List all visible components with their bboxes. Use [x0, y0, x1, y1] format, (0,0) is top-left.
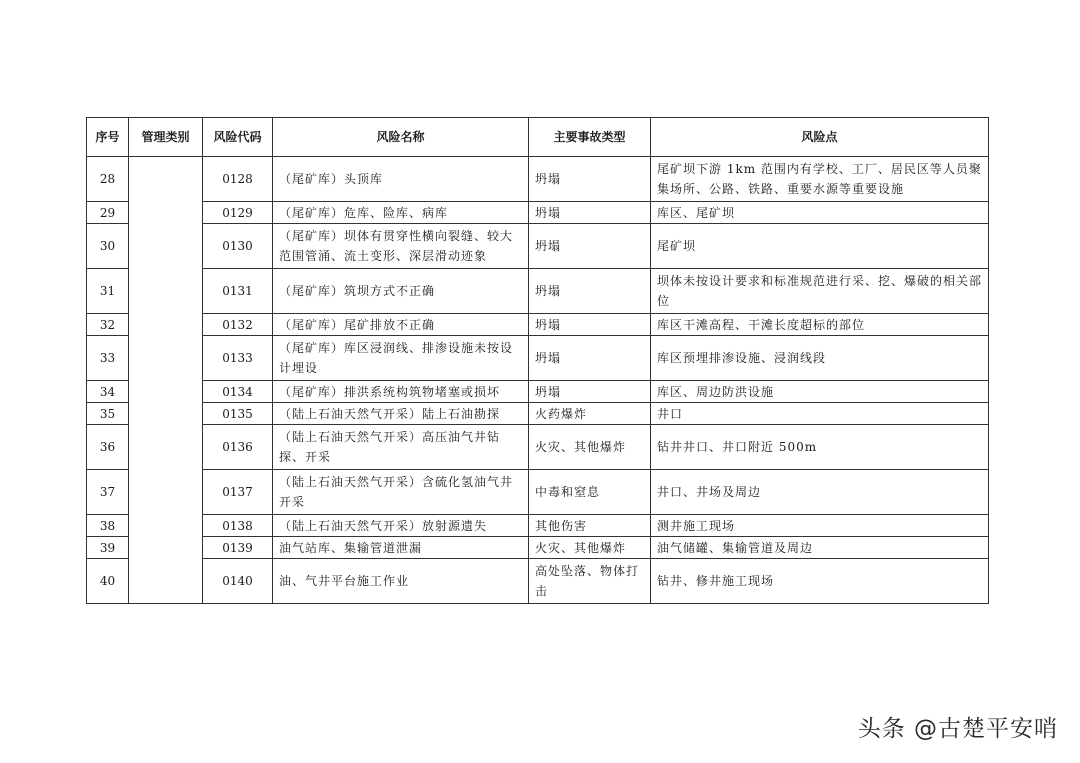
cell-no: 36 — [87, 425, 129, 470]
cell-no: 28 — [87, 157, 129, 202]
table-row — [87, 381, 989, 403]
cell-no: 38 — [87, 515, 129, 537]
header-code: 风险代码 — [203, 118, 273, 157]
header-risk-name: 风险名称 — [273, 118, 529, 157]
cell-risk-name: （尾矿库）库区浸润线、排渗设施未按设计埋设 — [273, 336, 529, 381]
cell-accident-type: 坍塌 — [529, 381, 651, 403]
cell-no: 30 — [87, 224, 129, 269]
cell-accident-type: 坍塌 — [529, 157, 651, 202]
cell-code: 0132 — [203, 314, 273, 336]
cell-no: 32 — [87, 314, 129, 336]
cell-risk-name: （尾矿库）危库、险库、病库 — [273, 202, 529, 224]
cell-accident-type: 坍塌 — [529, 202, 651, 224]
table-row — [87, 470, 989, 515]
cell-code: 0136 — [203, 425, 273, 470]
table-row — [87, 314, 989, 336]
cell-risk-name: （尾矿库）排洪系统构筑物堵塞或损坏 — [273, 381, 529, 403]
watermark-text: 头条 @古楚平安哨 — [857, 716, 1058, 742]
risk-table — [86, 117, 989, 604]
cell-accident-type: 坍塌 — [529, 314, 651, 336]
header-accident-type: 主要事故类型 — [529, 118, 651, 157]
cell-risk-name: （陆上石油天然气开采）陆上石油勘探 — [273, 403, 529, 425]
cell-accident-type: 火灾、其他爆炸 — [529, 425, 651, 470]
header-risk-point: 风险点 — [651, 118, 989, 157]
cell-risk-point: 库区、周边防洪设施 — [651, 381, 989, 403]
cell-risk-point: 尾矿坝下游 1km 范围内有学校、工厂、居民区等人员聚集场所、公路、铁路、重要水源等重要设施 — [651, 157, 989, 202]
cell-accident-type: 中毒和窒息 — [529, 470, 651, 515]
cell-risk-point: 钻井、修井施工现场 — [651, 559, 989, 604]
cell-accident-type: 其他伤害 — [529, 515, 651, 537]
cell-risk-point: 测井施工现场 — [651, 515, 989, 537]
table-row — [87, 336, 989, 381]
cell-risk-name: （尾矿库）坝体有贯穿性横向裂缝、较大范围管涌、流土变形、深层滑动迹象 — [273, 224, 529, 269]
table-row — [87, 403, 989, 425]
cell-accident-type: 坍塌 — [529, 224, 651, 269]
cell-accident-type: 火药爆炸 — [529, 403, 651, 425]
cell-no: 34 — [87, 381, 129, 403]
cell-code: 0139 — [203, 537, 273, 559]
cell-risk-name: （尾矿库）筑坝方式不正确 — [273, 269, 529, 314]
table-row — [87, 559, 989, 604]
cell-no: 33 — [87, 336, 129, 381]
cell-category-merged — [129, 157, 203, 604]
cell-risk-name: （尾矿库）头顶库 — [273, 157, 529, 202]
cell-risk-point: 油气储罐、集输管道及周边 — [651, 537, 989, 559]
cell-accident-type: 高处坠落、物体打击 — [529, 559, 651, 604]
header-category: 管理类别 — [129, 118, 203, 157]
cell-risk-point: 库区干滩高程、干滩长度超标的部位 — [651, 314, 989, 336]
cell-risk-name: 油、气井平台施工作业 — [273, 559, 529, 604]
cell-code: 0133 — [203, 336, 273, 381]
table-row — [87, 157, 989, 202]
cell-no: 29 — [87, 202, 129, 224]
cell-code: 0130 — [203, 224, 273, 269]
cell-risk-point: 库区、尾矿坝 — [651, 202, 989, 224]
cell-code: 0138 — [203, 515, 273, 537]
cell-code: 0134 — [203, 381, 273, 403]
cell-risk-point: 尾矿坝 — [651, 224, 989, 269]
cell-no: 40 — [87, 559, 129, 604]
cell-no: 31 — [87, 269, 129, 314]
cell-risk-name: （陆上石油天然气开采）含硫化氢油气井开采 — [273, 470, 529, 515]
cell-accident-type: 坍塌 — [529, 269, 651, 314]
cell-code: 0140 — [203, 559, 273, 604]
cell-risk-name: （尾矿库）尾矿排放不正确 — [273, 314, 529, 336]
cell-accident-type: 火灾、其他爆炸 — [529, 537, 651, 559]
cell-code: 0128 — [203, 157, 273, 202]
cell-risk-point: 井口 — [651, 403, 989, 425]
table-row — [87, 202, 989, 224]
cell-risk-point: 库区预埋排渗设施、浸润线段 — [651, 336, 989, 381]
table-row — [87, 537, 989, 559]
header-row — [87, 118, 989, 157]
cell-risk-point: 井口、井场及周边 — [651, 470, 989, 515]
cell-no: 39 — [87, 537, 129, 559]
cell-code: 0129 — [203, 202, 273, 224]
table-row — [87, 224, 989, 269]
cell-risk-point: 钻井井口、井口附近 500m — [651, 425, 989, 470]
table-row — [87, 269, 989, 314]
table-row — [87, 425, 989, 470]
header-no: 序号 — [87, 118, 129, 157]
cell-risk-name: （陆上石油天然气开采）放射源遗失 — [273, 515, 529, 537]
cell-no: 37 — [87, 470, 129, 515]
cell-code: 0131 — [203, 269, 273, 314]
cell-code: 0137 — [203, 470, 273, 515]
cell-accident-type: 坍塌 — [529, 336, 651, 381]
cell-risk-name: （陆上石油天然气开采）高压油气井钻探、开采 — [273, 425, 529, 470]
cell-code: 0135 — [203, 403, 273, 425]
table-row — [87, 515, 989, 537]
cell-risk-point: 坝体未按设计要求和标准规范进行采、挖、爆破的相关部位 — [651, 269, 989, 314]
cell-no: 35 — [87, 403, 129, 425]
cell-risk-name: 油气站库、集输管道泄漏 — [273, 537, 529, 559]
